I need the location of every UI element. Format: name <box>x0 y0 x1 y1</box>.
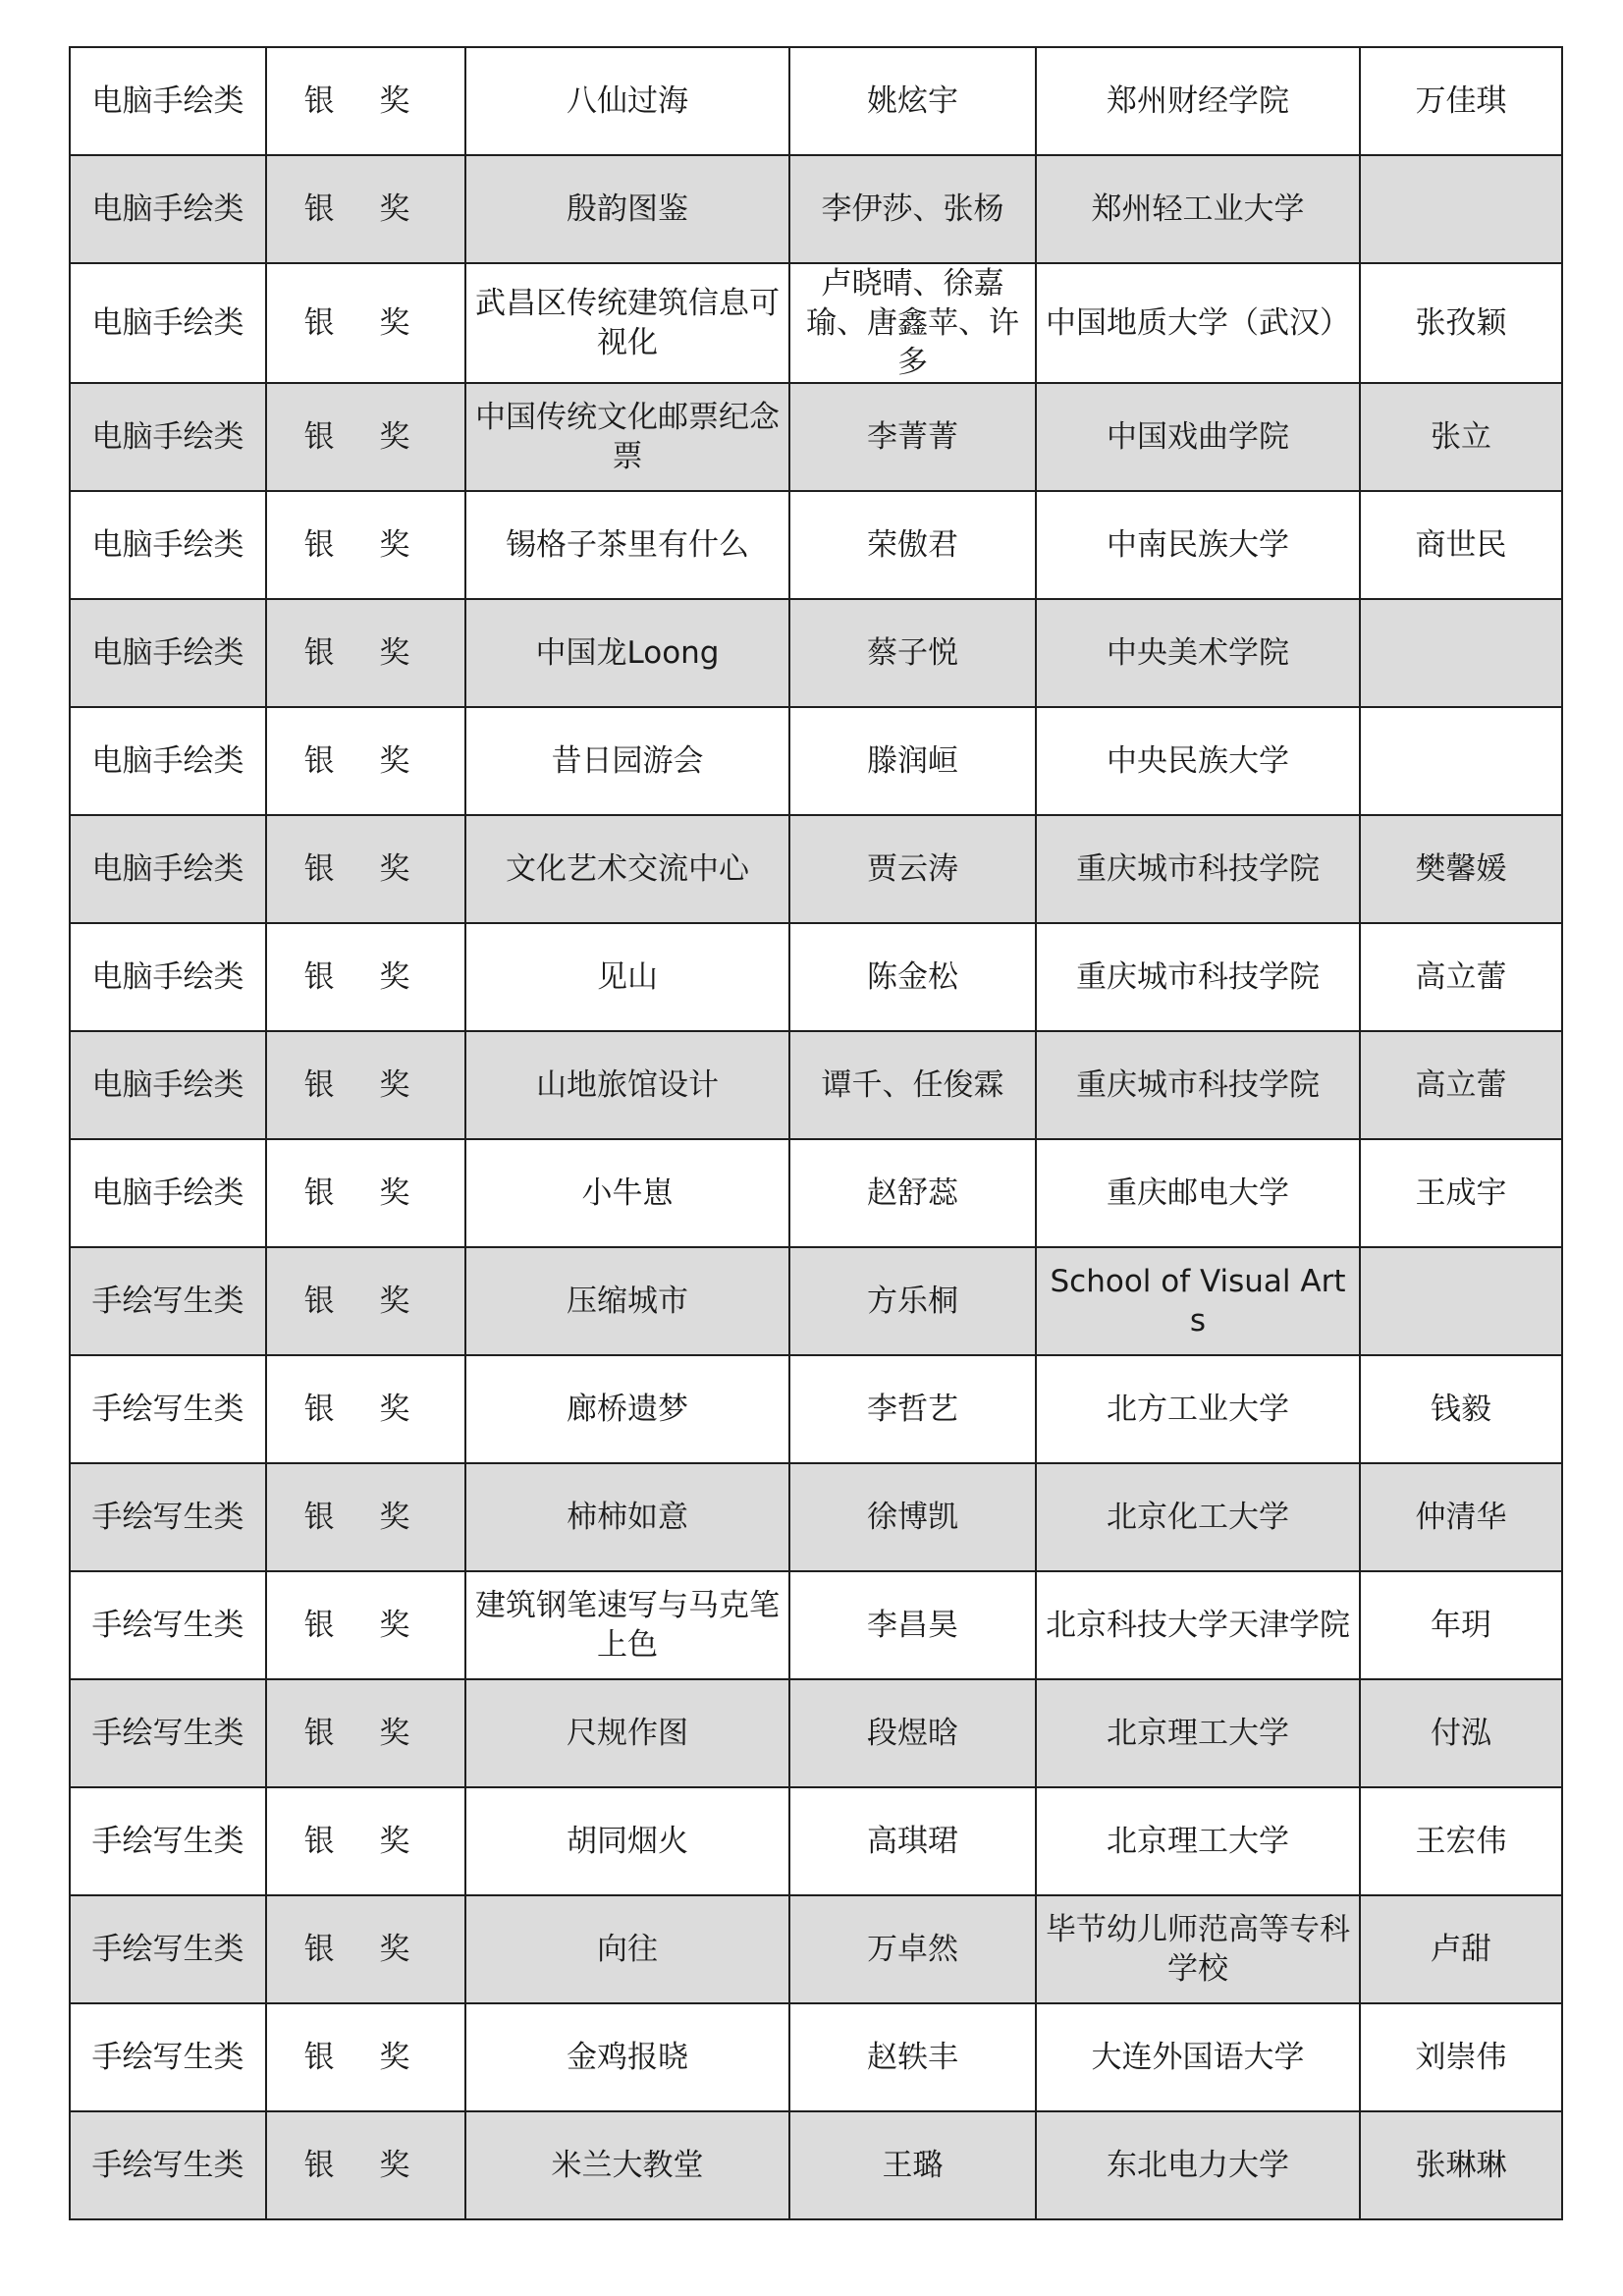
teacher-cell: 仲清华 <box>1360 1463 1562 1571</box>
teacher-cell <box>1360 155 1562 263</box>
work-title-cell: 米兰大教堂 <box>465 2111 789 2219</box>
authors-cell: 李伊莎、张杨 <box>789 155 1036 263</box>
award-cell: 银 奖 <box>266 707 465 815</box>
school-cell: 北京理工大学 <box>1036 1679 1360 1787</box>
work-title-cell: 锡格子茶里有什么 <box>465 491 789 599</box>
award-cell: 银 奖 <box>266 1355 465 1463</box>
work-title-cell: 中国传统文化邮票纪念票 <box>465 383 789 491</box>
work-title-cell: 胡同烟火 <box>465 1787 789 1895</box>
teacher-cell: 钱毅 <box>1360 1355 1562 1463</box>
authors-cell: 李哲艺 <box>789 1355 1036 1463</box>
teacher-cell: 万佳琪 <box>1360 47 1562 155</box>
authors-cell: 李菁菁 <box>789 383 1036 491</box>
school-cell: 重庆城市科技学院 <box>1036 815 1360 923</box>
teacher-cell: 商世民 <box>1360 491 1562 599</box>
school-cell: 重庆城市科技学院 <box>1036 1031 1360 1139</box>
school-cell: 北京科技大学天津学院 <box>1036 1571 1360 1679</box>
work-title-cell: 八仙过海 <box>465 47 789 155</box>
school-cell: 中央民族大学 <box>1036 707 1360 815</box>
table-row <box>70 2003 1562 2111</box>
category-cell: 手绘写生类 <box>70 2003 266 2111</box>
award-cell: 银 奖 <box>266 1463 465 1571</box>
category-cell: 手绘写生类 <box>70 1355 266 1463</box>
category-cell: 电脑手绘类 <box>70 923 266 1031</box>
work-title-cell: 中国龙Loong <box>465 599 789 707</box>
award-cell: 银 奖 <box>266 923 465 1031</box>
category-cell: 电脑手绘类 <box>70 707 266 815</box>
teacher-cell: 年玥 <box>1360 1571 1562 1679</box>
authors-cell: 赵舒蕊 <box>789 1139 1036 1247</box>
school-cell: 北方工业大学 <box>1036 1355 1360 1463</box>
award-cell: 银 奖 <box>266 491 465 599</box>
work-title-cell: 压缩城市 <box>465 1247 789 1355</box>
teacher-cell: 王成宇 <box>1360 1139 1562 1247</box>
authors-cell: 姚炫宇 <box>789 47 1036 155</box>
table-row <box>70 1031 1562 1139</box>
table-row <box>70 923 1562 1031</box>
award-cell: 银 奖 <box>266 383 465 491</box>
table-row <box>70 1139 1562 1247</box>
table-row <box>70 707 1562 815</box>
category-cell: 电脑手绘类 <box>70 1031 266 1139</box>
teacher-cell: 张琳琳 <box>1360 2111 1562 2219</box>
authors-cell: 段煜晗 <box>789 1679 1036 1787</box>
school-cell: 重庆邮电大学 <box>1036 1139 1360 1247</box>
authors-cell: 谭千、任俊霖 <box>789 1031 1036 1139</box>
authors-cell: 卢晓晴、徐嘉瑜、唐鑫苹、许多 <box>789 263 1036 383</box>
award-cell: 银 奖 <box>266 1139 465 1247</box>
school-cell: 北京化工大学 <box>1036 1463 1360 1571</box>
category-cell: 电脑手绘类 <box>70 815 266 923</box>
award-cell: 银 奖 <box>266 2111 465 2219</box>
teacher-cell: 王宏伟 <box>1360 1787 1562 1895</box>
school-cell: 中国地质大学（武汉） <box>1036 263 1360 383</box>
table-row <box>70 1571 1562 1679</box>
teacher-cell: 刘崇伟 <box>1360 2003 1562 2111</box>
category-cell: 电脑手绘类 <box>70 599 266 707</box>
category-cell: 手绘写生类 <box>70 1679 266 1787</box>
teacher-cell: 张立 <box>1360 383 1562 491</box>
table-row <box>70 491 1562 599</box>
award-cell: 银 奖 <box>266 1895 465 2003</box>
work-title-cell: 见山 <box>465 923 789 1031</box>
category-cell: 电脑手绘类 <box>70 491 266 599</box>
work-title-cell: 廊桥遗梦 <box>465 1355 789 1463</box>
award-cell: 银 奖 <box>266 1571 465 1679</box>
work-title-cell: 向往 <box>465 1895 789 2003</box>
school-cell: 中国戏曲学院 <box>1036 383 1360 491</box>
authors-cell: 徐博凯 <box>789 1463 1036 1571</box>
authors-cell: 高琪珺 <box>789 1787 1036 1895</box>
authors-cell: 李昌昊 <box>789 1571 1036 1679</box>
table-row <box>70 1247 1562 1355</box>
awards-table <box>69 46 1563 2220</box>
school-cell: 北京理工大学 <box>1036 1787 1360 1895</box>
table-row <box>70 2111 1562 2219</box>
work-title-cell: 文化艺术交流中心 <box>465 815 789 923</box>
work-title-cell: 武昌区传统建筑信息可视化 <box>465 263 789 383</box>
teacher-cell: 付泓 <box>1360 1679 1562 1787</box>
teacher-cell: 高立蕾 <box>1360 1031 1562 1139</box>
teacher-cell: 樊馨媛 <box>1360 815 1562 923</box>
authors-cell: 王璐 <box>789 2111 1036 2219</box>
teacher-cell <box>1360 1247 1562 1355</box>
category-cell: 手绘写生类 <box>70 1787 266 1895</box>
table-row <box>70 47 1562 155</box>
school-cell: 郑州财经学院 <box>1036 47 1360 155</box>
work-title-cell: 小牛崽 <box>465 1139 789 1247</box>
category-cell: 电脑手绘类 <box>70 1139 266 1247</box>
table-row <box>70 1463 1562 1571</box>
authors-cell: 贾云涛 <box>789 815 1036 923</box>
award-cell: 银 奖 <box>266 155 465 263</box>
category-cell: 电脑手绘类 <box>70 383 266 491</box>
work-title-cell: 昔日园游会 <box>465 707 789 815</box>
awards-table-body <box>70 47 1562 2219</box>
school-cell: 郑州轻工业大学 <box>1036 155 1360 263</box>
authors-cell: 方乐桐 <box>789 1247 1036 1355</box>
category-cell: 手绘写生类 <box>70 2111 266 2219</box>
teacher-cell <box>1360 599 1562 707</box>
table-row <box>70 1679 1562 1787</box>
category-cell: 电脑手绘类 <box>70 155 266 263</box>
teacher-cell <box>1360 707 1562 815</box>
award-cell: 银 奖 <box>266 47 465 155</box>
award-cell: 银 奖 <box>266 2003 465 2111</box>
teacher-cell: 高立蕾 <box>1360 923 1562 1031</box>
table-row <box>70 383 1562 491</box>
school-cell: 重庆城市科技学院 <box>1036 923 1360 1031</box>
work-title-cell: 柿柿如意 <box>465 1463 789 1571</box>
authors-cell: 万卓然 <box>789 1895 1036 2003</box>
award-cell: 银 奖 <box>266 1787 465 1895</box>
category-cell: 电脑手绘类 <box>70 47 266 155</box>
work-title-cell: 殷韵图鉴 <box>465 155 789 263</box>
table-row <box>70 1355 1562 1463</box>
category-cell: 电脑手绘类 <box>70 263 266 383</box>
award-cell: 银 奖 <box>266 815 465 923</box>
school-cell: School of Visual Arts <box>1036 1247 1360 1355</box>
award-cell: 银 奖 <box>266 1679 465 1787</box>
authors-cell: 滕润峘 <box>789 707 1036 815</box>
authors-cell: 荣傲君 <box>789 491 1036 599</box>
teacher-cell: 张孜颖 <box>1360 263 1562 383</box>
authors-cell: 蔡子悦 <box>789 599 1036 707</box>
work-title-cell: 金鸡报晓 <box>465 2003 789 2111</box>
category-cell: 手绘写生类 <box>70 1895 266 2003</box>
school-cell: 东北电力大学 <box>1036 2111 1360 2219</box>
work-title-cell: 尺规作图 <box>465 1679 789 1787</box>
school-cell: 毕节幼儿师范高等专科学校 <box>1036 1895 1360 2003</box>
authors-cell: 陈金松 <box>789 923 1036 1031</box>
award-cell: 银 奖 <box>266 599 465 707</box>
work-title-cell: 山地旅馆设计 <box>465 1031 789 1139</box>
table-row <box>70 155 1562 263</box>
table-row <box>70 1895 1562 2003</box>
table-row <box>70 815 1562 923</box>
school-cell: 中南民族大学 <box>1036 491 1360 599</box>
authors-cell: 赵轶丰 <box>789 2003 1036 2111</box>
school-cell: 大连外国语大学 <box>1036 2003 1360 2111</box>
table-row <box>70 263 1562 383</box>
award-cell: 银 奖 <box>266 1247 465 1355</box>
category-cell: 手绘写生类 <box>70 1571 266 1679</box>
school-cell: 中央美术学院 <box>1036 599 1360 707</box>
award-cell: 银 奖 <box>266 1031 465 1139</box>
teacher-cell: 卢甜 <box>1360 1895 1562 2003</box>
table-row <box>70 1787 1562 1895</box>
category-cell: 手绘写生类 <box>70 1463 266 1571</box>
award-cell: 银 奖 <box>266 263 465 383</box>
category-cell: 手绘写生类 <box>70 1247 266 1355</box>
work-title-cell: 建筑钢笔速写与马克笔上色 <box>465 1571 789 1679</box>
table-row <box>70 599 1562 707</box>
